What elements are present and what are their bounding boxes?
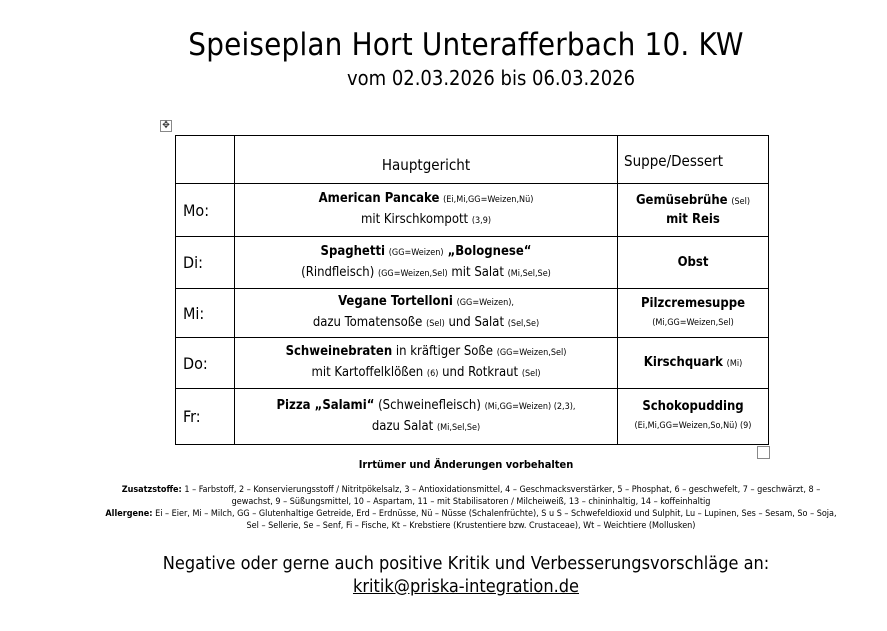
dish-text: mit Kartoffelklößen (311, 365, 427, 380)
allergen-codes: (Sel) (426, 319, 445, 329)
allergen-codes: (6) (426, 369, 439, 379)
dish-text: und Salat (444, 315, 508, 330)
dish-text: mit Kirschkompott (360, 212, 472, 227)
dish-name: Schweinebraten (285, 344, 393, 359)
dish-name: Obst (677, 254, 709, 270)
allergen-codes: (Sel,Se) (507, 319, 540, 329)
feedback-text: Negative oder gerne auch positive Kritik und Verbesserungsvorschläge an: (162, 553, 770, 574)
soup-dessert-cell (618, 389, 769, 445)
feedback-email-link[interactable]: kritik@priska-integration.de (352, 576, 579, 597)
allergen-codes: (GG=Weizen), (456, 298, 514, 308)
dish-name: Spaghetti (320, 243, 386, 259)
dish-text: dazu Salat (371, 418, 437, 434)
day-label: Mi: (176, 289, 235, 338)
day-label: Fr: (176, 389, 235, 445)
dish-text: und Rotkraut (438, 365, 522, 380)
allergen-codes: (Ei,Mi,GG=Weizen,So,Nü) (9) (634, 421, 752, 431)
dish-name: „Bolognese“ (443, 243, 532, 259)
allergens-text: Ei – Eier, Mi – Milch, GG – Glutenhaltige Getreide, Erd – Erdnüsse, Nü – Nüsse (Schalenfrüchte), S u S – Schwefeldioxid und Sulphit, Lu – Lupinen, Ses – Sesam, So – Soja, Sel – Sellerie, Se – Senf, Fi – Fische, Kt – Krebstiere (Krustentiere bzw. Crustaceae), Wt – Weichtiere (Mollusken) (155, 509, 837, 531)
allergen-codes: (Mi,GG=Weizen) (2,3), (484, 401, 576, 412)
dish-text: in kräftiger Soße (392, 344, 497, 359)
main-dish-cell (235, 389, 618, 445)
soup-dessert-cell (618, 338, 769, 389)
header-soup-dessert: Suppe/Dessert (618, 136, 769, 184)
soup-dessert-cell (618, 184, 769, 237)
soup-dessert-cell (618, 289, 769, 338)
legend-notes (100, 484, 842, 532)
main-dish-cell (235, 237, 618, 289)
allergen-codes: (Mi,GG=Weizen,Sel) (652, 317, 734, 328)
table-row (176, 237, 769, 289)
table-row (176, 389, 769, 445)
feedback-block (0, 552, 887, 598)
day-label: Di: (176, 237, 235, 289)
dish-text: mit Salat (447, 264, 508, 280)
dish-name: mit Reis (666, 211, 720, 227)
dish-name: Pilzcremesuppe (640, 295, 746, 311)
table-move-handle-icon[interactable]: ✥ (160, 120, 172, 132)
table-header-row (176, 136, 769, 184)
table-row (176, 289, 769, 338)
additives-label: Zusatzstoffe: (121, 485, 182, 495)
table-row (176, 338, 769, 389)
allergen-codes: (GG=Weizen,Sel) (496, 348, 567, 358)
day-label: Mo: (176, 184, 235, 237)
allergen-codes: (Mi) (726, 358, 743, 369)
header-main-dish: Hauptgericht (235, 136, 618, 184)
allergen-codes: (Ei,Mi,GG=Weizen,Nü) (443, 195, 534, 205)
table-row (176, 184, 769, 237)
dish-text: (Rindfleisch) (301, 264, 378, 280)
allergen-codes: (Mi,Sel,Se) (436, 422, 481, 433)
dish-name: American Pancake (318, 191, 440, 206)
allergen-codes: (Sel) (521, 369, 541, 379)
dish-name: Schokopudding (642, 399, 744, 414)
disclaimer: Irrtümer und Änderungen vorbehalten (358, 458, 574, 471)
allergen-codes: (GG=Weizen) (388, 247, 444, 258)
menu-table (175, 135, 769, 445)
allergens-label: Allergene: (105, 509, 153, 519)
allergen-codes: (3,9) (471, 216, 492, 226)
dish-name: Gemüsebrühe (635, 192, 728, 208)
main-dish-cell (235, 289, 618, 338)
main-dish-cell (235, 184, 618, 237)
dish-name: Vegane Tortelloni (338, 294, 453, 309)
dish-name: Kirschquark (643, 354, 723, 370)
allergen-codes: (Sel) (731, 196, 751, 207)
allergen-codes: (GG=Weizen,Sel) (377, 268, 448, 279)
date-range: vom 02.03.2026 bis 06.03.2026 (346, 66, 636, 90)
soup-dessert-cell (618, 237, 769, 289)
additives-text: 1 – Farbstoff, 2 – Konservierungsstoff / Nitritpökelsalz, 3 – Antioxidationsmittel, 4 – Geschmacksverstärker, 5 – Phosphat, 6 – geschwefelt, 7 – geschwärzt, 8 – gewachst, 9 – Süßungsmittel, 10 – Aspartam, 11 – mit Stabilisatoren / Milcheiweiß, 13 – chininhaltig, 14 – koffeinhaltig (184, 485, 821, 507)
header-day-cell (176, 136, 235, 184)
dish-text: (Schweinefleisch) (374, 397, 485, 413)
main-dish-cell (235, 338, 618, 389)
allergen-codes: (Mi,Sel,Se) (507, 268, 551, 279)
dish-text: dazu Tomatensoße (312, 315, 427, 330)
page-title: Speiseplan Hort Unterafferbach 10. KW (188, 27, 744, 63)
day-label: Do: (176, 338, 235, 389)
dish-name: Pizza „Salami“ (276, 397, 375, 413)
